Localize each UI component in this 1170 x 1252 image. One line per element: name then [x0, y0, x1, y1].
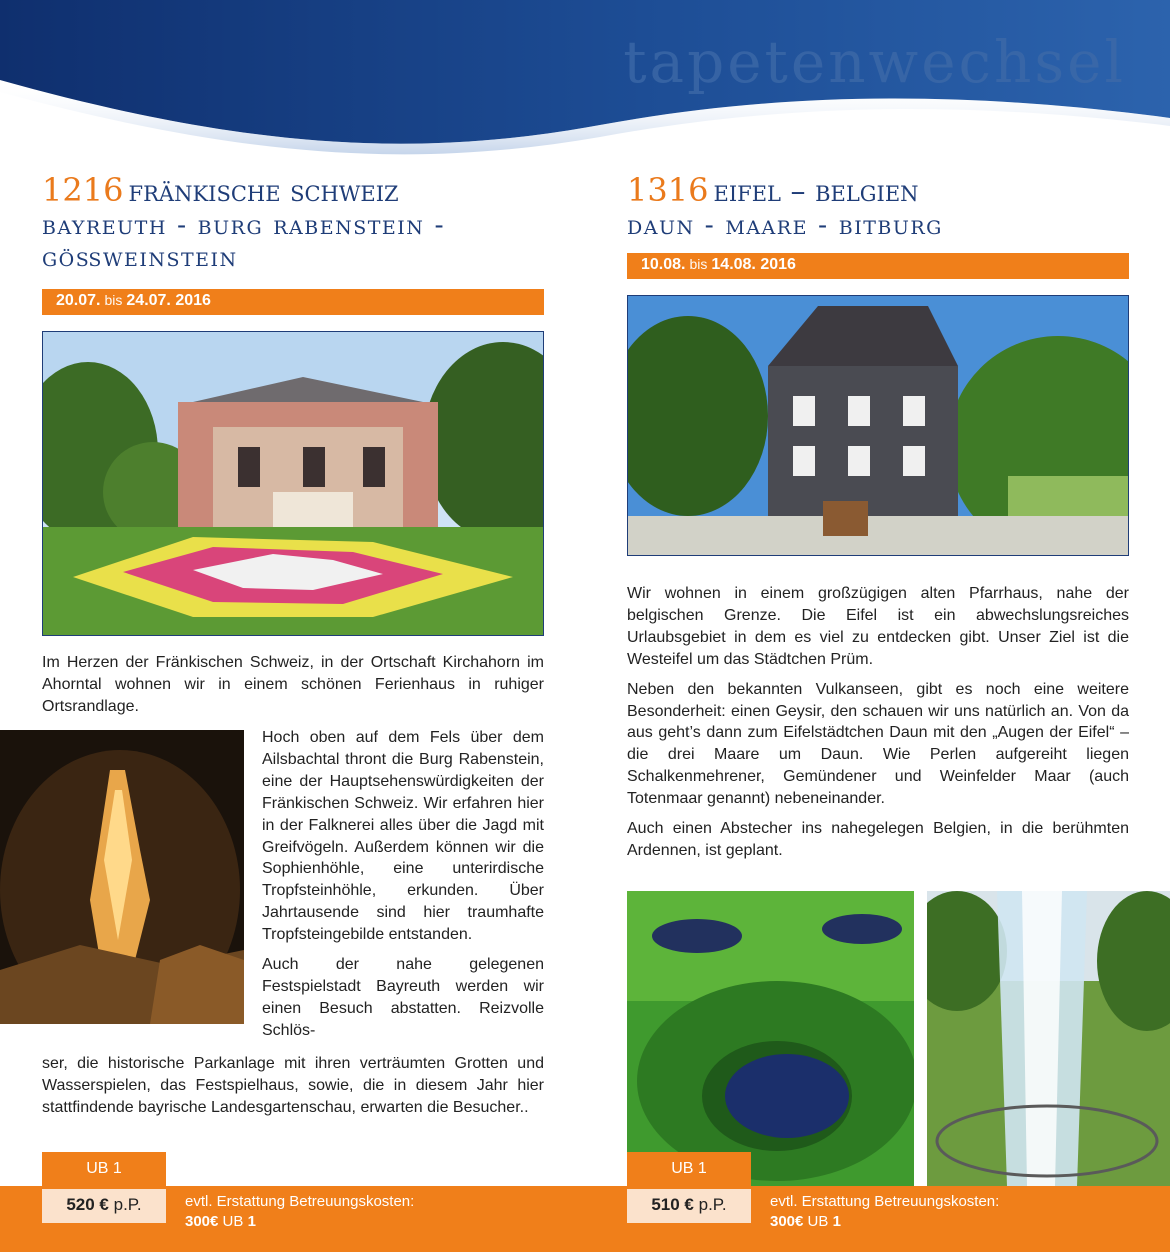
left-paragraph-3b: ser, die historische Parkanlage mit ihren verträumten Grotten und Wasserspielen, das Festspielhaus, sowie, die in diesem Jahr hier stattfindende bayrische Landesgartenschau, erwarten die Besucher.. — [42, 1055, 544, 1116]
left-title-line3: gößweinstein — [42, 241, 238, 273]
right-ub-tab: UB 1 — [627, 1152, 751, 1188]
right-price-unit: p.P. — [698, 1195, 727, 1214]
left-erstattung-amount: 300€ — [185, 1212, 219, 1230]
left-date-bis: bis — [104, 292, 123, 308]
left-cave-photo — [0, 730, 244, 1024]
right-title — [627, 172, 1137, 242]
right-trip-number: 1316 — [627, 171, 709, 209]
left-paragraph-2: Hoch oben auf dem Fels über dem Ailsbachtal thront die Burg Rabenstein, eine der Hauptsehenswürdigkeiten der Fränkischen Schweiz. Wir erfahren hier in der Falknerei alles über die Jagd mit Greifvögeln. Außerdem können wir die Sophienhöhle, eine unterirdische Tropfsteinhöhle, erkunden. Über Jahrtausende sind hier traumhafte Tropfsteingebilde entstanden. — [262, 729, 544, 944]
left-price-unit: p.P. — [113, 1195, 142, 1214]
brand-wordmark: tapetenwechsel — [623, 28, 1126, 96]
header-banner — [0, 0, 1170, 170]
left-erstattung-label: evtl. Erstattung Betreuungskosten: — [185, 1193, 415, 1210]
left-title-line1: fränkische schweiz — [128, 174, 399, 209]
right-price-value: 510 € — [651, 1195, 694, 1214]
left-trip-number: 1216 — [42, 171, 124, 209]
right-date-to: 14.08. 2016 — [711, 256, 796, 273]
left-side-text — [262, 727, 544, 1042]
right-title-line1: eifel – belgien — [713, 174, 919, 209]
rectory-house-photo-icon — [628, 296, 1129, 556]
right-text — [627, 583, 1129, 870]
left-erstattung-ub: UB — [222, 1212, 244, 1230]
left-erstattung — [185, 1192, 414, 1231]
right-date-bis: bis — [689, 256, 708, 272]
geyser-fountain-photo-icon — [927, 891, 1170, 1186]
right-date-from: 10.08. — [641, 256, 686, 273]
right-erstattung-ub-num: 1 — [832, 1212, 841, 1230]
left-erstattung-ub-num: 1 — [247, 1212, 256, 1230]
left-paragraph-3a: Auch der nahe gelegenen Festspielstadt Bayreuth werden wir einen Besuch abstatten. Reizvolle Schlös- — [262, 956, 544, 1039]
stalactite-cave-photo-icon — [0, 730, 244, 1024]
left-main-photo — [42, 331, 544, 636]
left-bottom-text — [42, 1053, 544, 1127]
left-date-to: 24.07. 2016 — [126, 292, 211, 309]
right-paragraph-1: Wir wohnen in einem großzügigen alten Pfarrhaus, nahe der belgischen Grenze. Die Eifel ist ein abwechslungsreiches Urlaubsgebiet in dem es viel zu entdecken gibt. Unser Ziel ist die Westeifel um das Städtchen Prüm. — [627, 585, 1129, 668]
right-price-box — [627, 1189, 751, 1223]
maar-lakes-aerial-photo-icon — [627, 891, 914, 1186]
right-paragraph-2: Neben den bekannten Vulkanseen, gibt es noch eine weitere Besonderheit: einen Geysir, den schauen wir uns natürlich an. Von da aus geht’s dann zum Eifelstädtchen Daun mit den „Augen der Eifel“ – die drei Maare um Daun. Wie Perlen aufgereiht liegen Schalkenmehrener, Gemündener und Weinfelder Maar (auch Totenmaar genannt) nebeneinander. — [627, 680, 1129, 808]
left-intro-paragraph: Im Herzen der Fränkischen Schweiz, in der Ortschaft Kirchahorn im Ahorntal wohnen wir in einem schönen Ferienhaus in ruhiger Ortsrandlage. — [42, 654, 544, 715]
right-erstattung — [770, 1192, 999, 1231]
right-erstattung-ub: UB — [807, 1212, 829, 1230]
left-price-value: 520 € — [66, 1195, 109, 1214]
left-date-from: 20.07. — [56, 292, 101, 309]
left-title — [42, 172, 552, 273]
right-erstattung-amount: 300€ — [770, 1212, 804, 1230]
right-date-bar — [627, 253, 1129, 279]
right-title-line2: daun - maare - bitburg — [627, 209, 943, 241]
right-main-photo — [627, 295, 1129, 556]
right-maar-photo — [627, 891, 914, 1186]
left-title-line2: bayreuth - burg rabenstein - — [42, 209, 446, 241]
left-price-box — [42, 1189, 166, 1223]
left-date-bar — [42, 289, 544, 315]
left-ub-tab: UB 1 — [42, 1152, 166, 1188]
festival-theatre-photo-icon — [43, 332, 544, 636]
right-erstattung-label: evtl. Erstattung Betreuungskosten: — [770, 1193, 1000, 1210]
right-geyser-photo — [927, 891, 1170, 1186]
right-paragraph-3: Auch einen Abstecher ins nahegelegen Belgien, in die berühmten Ardennen, ist geplant. — [627, 820, 1129, 859]
left-intro-text — [42, 652, 544, 726]
